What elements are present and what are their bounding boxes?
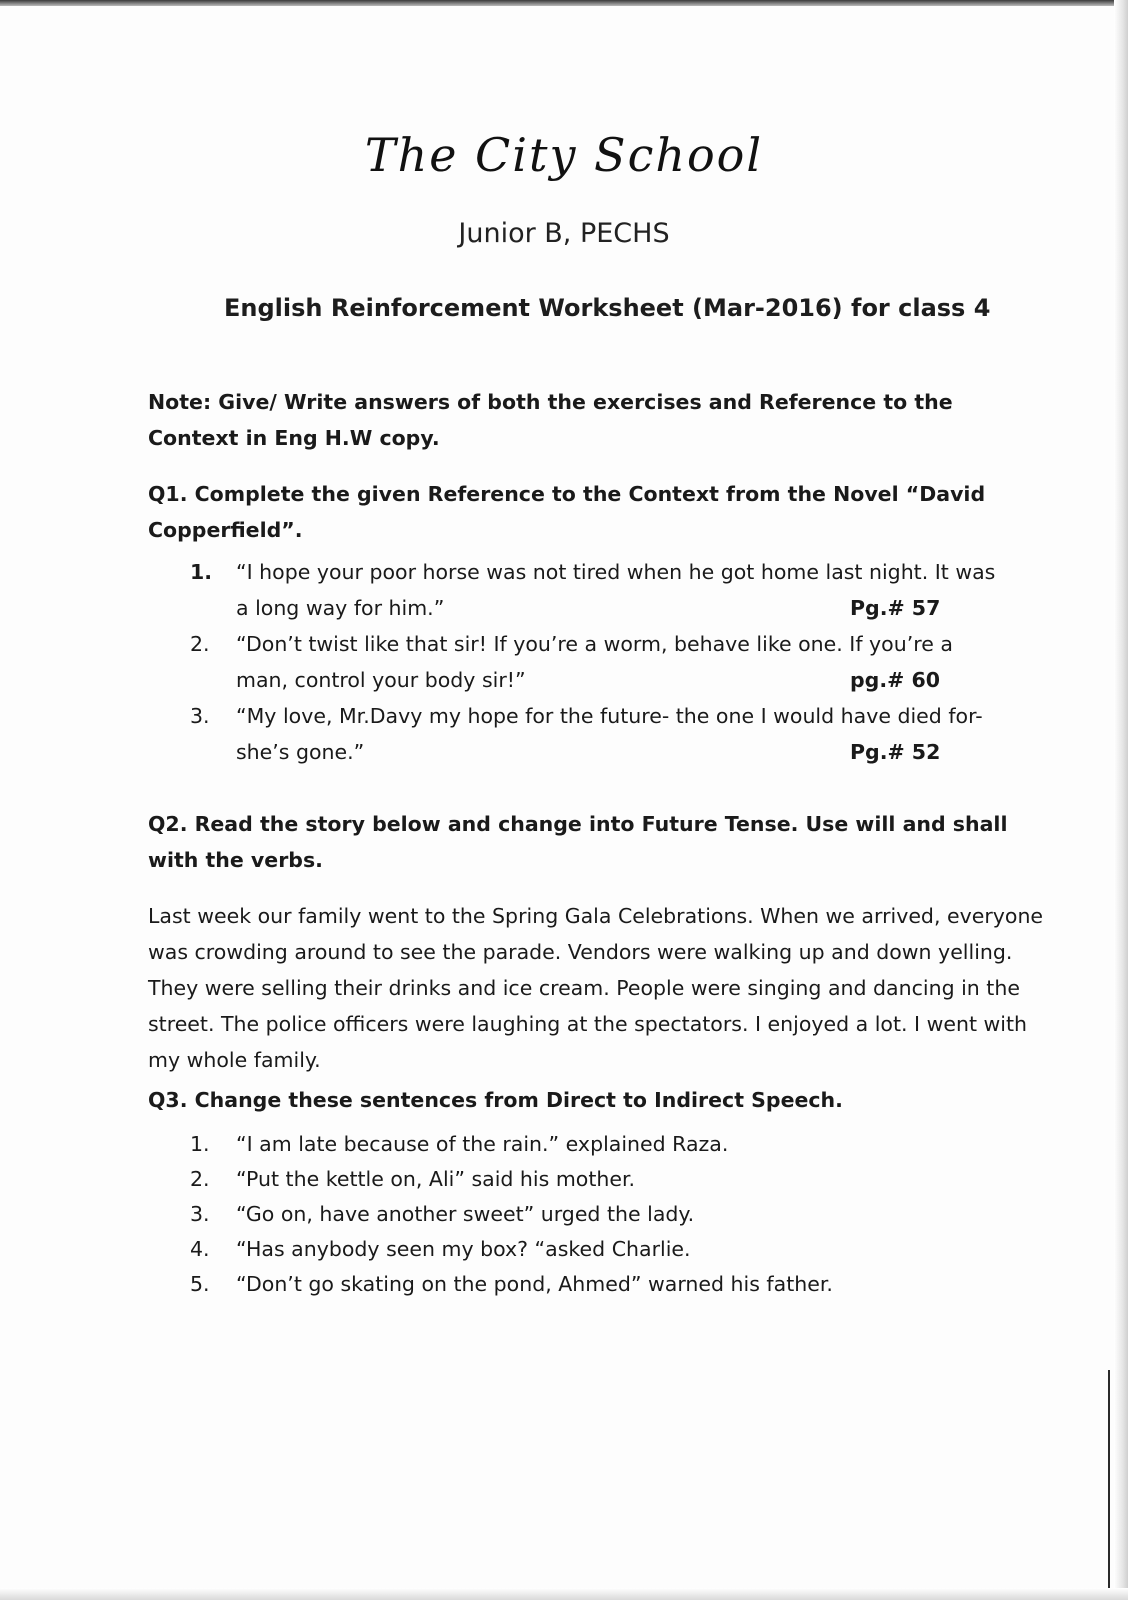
- q1-item-line1: “My love, Mr.Davy my hope for the future- the one I would have died for-: [236, 704, 983, 728]
- q3-item-text: “Don’t go skating on the pond, Ahmed” warned his father.: [236, 1272, 833, 1296]
- q1-item-page: Pg.# 52: [850, 740, 941, 764]
- q1-item: [190, 560, 1070, 632]
- q3-item-number: 1.: [190, 1132, 210, 1156]
- q1-item: [190, 704, 1070, 776]
- q2-story: Last week our family went to the Spring Gala Celebrations. When we arrived, everyone was crowding around to see the parade. Vendors were walking up and down yelling. They were selling their drinks and ice cream. People were singing and dancing in the street. The police officers were laughing at the spectators. I enjoyed a lot. I went with my whole family.: [148, 904, 1044, 1072]
- q1-item: [190, 632, 1070, 704]
- q1-item-number: 1.: [190, 560, 213, 584]
- q3-item: [190, 1167, 1070, 1202]
- q3-item-text: “Go on, have another sweet” urged the lady.: [236, 1202, 695, 1226]
- q3-item-number: 2.: [190, 1167, 210, 1191]
- q3-item: [190, 1272, 1070, 1307]
- q1-item-line2: a long way for him.”: [236, 596, 445, 620]
- q3-item-number: 3.: [190, 1202, 210, 1226]
- q1-item-line1: “Don’t twist like that sir! If you’re a worm, behave like one. If you’re a: [236, 632, 953, 656]
- q3-item-number: 4.: [190, 1237, 210, 1261]
- q3-heading: Q3. Change these sentences from Direct to Indirect Speech.: [148, 1088, 843, 1112]
- q1-list: [190, 560, 1070, 776]
- q1-item-line2: she’s gone.”: [236, 740, 365, 764]
- worksheet-title: English Reinforcement Worksheet (Mar-2016) for class 4: [224, 294, 991, 322]
- q1-heading: Q1. Complete the given Reference to the Context from the Novel “David Copperfield”.: [148, 482, 986, 542]
- q1-item-line1: “I hope your poor horse was not tired when he got home last night. It was: [236, 560, 996, 584]
- scan-right-line: [1108, 1370, 1110, 1590]
- q3-item: [190, 1237, 1070, 1272]
- note-text: Note: Give/ Write answers of both the exercises and Reference to the Context in Eng H.W copy.: [148, 390, 953, 450]
- q3-item: [190, 1202, 1070, 1237]
- q3-item: [190, 1132, 1070, 1167]
- q1-item-number: 2.: [190, 632, 210, 656]
- scan-top-edge: [0, 0, 1128, 6]
- q1-item-page: Pg.# 57: [850, 596, 941, 620]
- q3-list: [190, 1132, 1070, 1307]
- school-name: The City School: [364, 128, 764, 182]
- q1-item-number: 3.: [190, 704, 210, 728]
- q3-item-text: “I am late because of the rain.” explained Raza.: [236, 1132, 729, 1156]
- q2-heading: Q2. Read the story below and change into Future Tense. Use will and shall with the verbs.: [148, 812, 1008, 872]
- scan-bottom-edge: [0, 1588, 1128, 1600]
- q3-item-number: 5.: [190, 1272, 210, 1296]
- q3-item-text: “Put the kettle on, Ali” said his mother.: [236, 1167, 636, 1191]
- q3-item-text: “Has anybody seen my box? “asked Charlie.: [236, 1237, 691, 1261]
- q1-item-line2: man, control your body sir!”: [236, 668, 526, 692]
- q1-item-page: pg.# 60: [850, 668, 940, 692]
- branch-name: Junior B, PECHS: [458, 218, 670, 249]
